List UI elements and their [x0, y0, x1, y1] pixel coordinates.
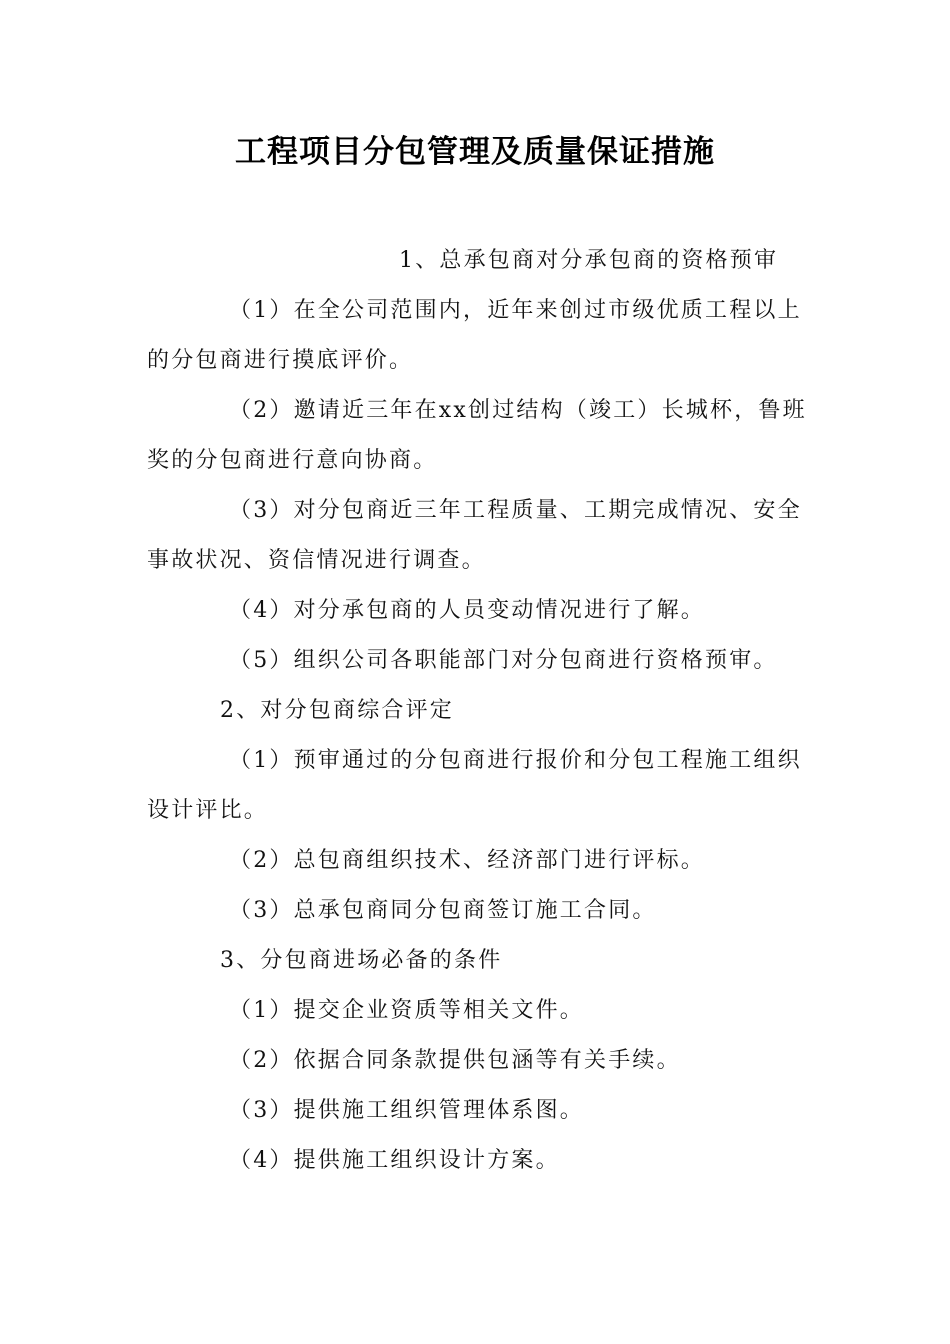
- paragraph-2-2: （2）总包商组织技术、经济部门进行评标。: [229, 848, 705, 873]
- paragraph-1-2: （2）邀请近三年在xx创过结构（竣工）长城杯，鲁班奖的分包商进行意向协商。: [147, 398, 807, 473]
- paragraph-3-2: （2）依据合同条款提供包涵等有关手续。: [229, 1048, 681, 1073]
- document-title: 工程项目分包管理及质量保证措施: [235, 134, 715, 170]
- paragraph-1-1: （1）在全公司范围内，近年来创过市级优质工程以上的分包商进行摸底评价。: [147, 298, 802, 373]
- document-body: [147, 236, 807, 1186]
- paragraph-1-5: （5）组织公司各职能部门对分包商进行资格预审。: [229, 648, 778, 673]
- section-heading-2: 2、对分包商综合评定: [220, 698, 454, 723]
- paragraph-3-1: （1）提交企业资质等相关文件。: [229, 998, 584, 1023]
- section-heading-3: 3、分包商进场必备的条件: [220, 948, 503, 973]
- section-heading-1: 1、总承包商对分承包商的资格预审: [399, 248, 779, 273]
- paragraph-3-3: （3）提供施工组织管理体系图。: [229, 1098, 584, 1123]
- paragraph-1-4: （4）对分承包商的人员变动情况进行了解。: [229, 598, 705, 623]
- paragraph-2-1: （1）预审通过的分包商进行报价和分包工程施工组织设计评比。: [147, 748, 802, 823]
- paragraph-3-4: （4）提供施工组织设计方案。: [229, 1148, 560, 1173]
- paragraph-1-3: （3）对分包商近三年工程质量、工期完成情况、安全事故状况、资信情况进行调查。: [147, 498, 802, 573]
- paragraph-2-3: （3）总承包商同分包商签订施工合同。: [229, 898, 657, 923]
